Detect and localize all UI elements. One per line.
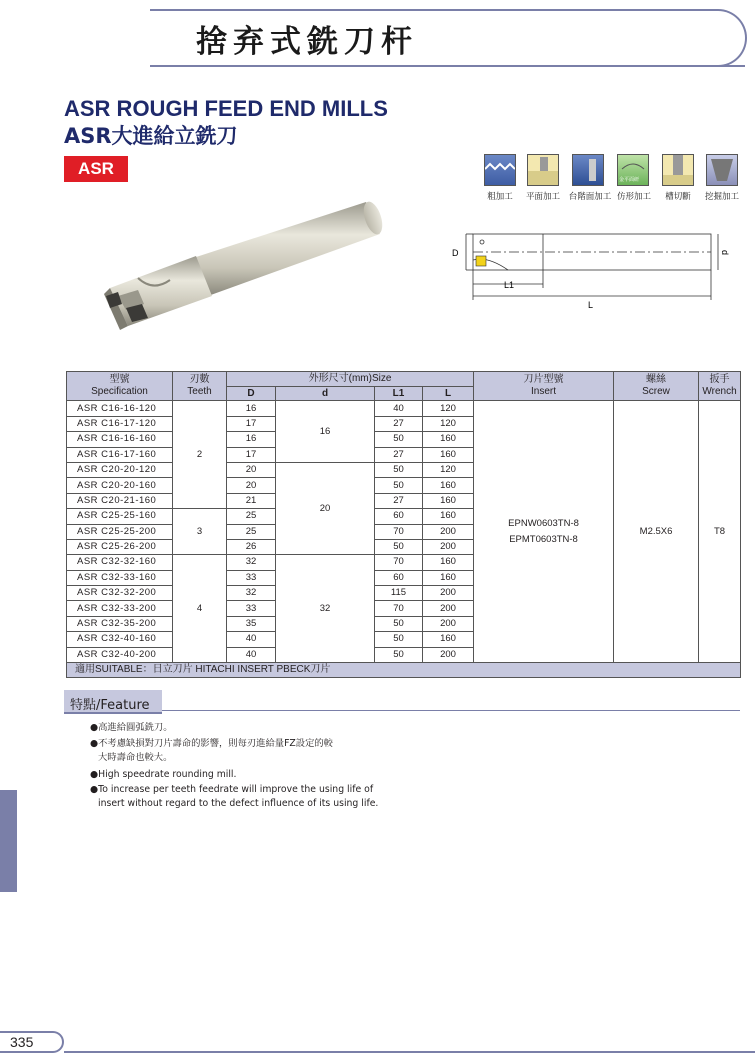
spec-table	[66, 371, 741, 678]
table-row: ASR C32-35-200 35 50 200	[67, 616, 741, 631]
app-label-slotting: 槽切斷	[665, 192, 691, 202]
feature-bullet-en-2: ●To increase per teeth feedrate will improve the using life of	[90, 784, 374, 795]
d-group: 32	[276, 555, 375, 663]
header-size: 外形尺寸(mm)Size	[227, 372, 474, 387]
rough-machining-icon	[484, 154, 516, 186]
profile-milling-icon	[617, 154, 649, 186]
suitable-row	[67, 663, 741, 678]
teeth-group: 2	[173, 401, 227, 509]
teeth-group: 4	[173, 555, 227, 663]
d-group: 20	[276, 462, 375, 554]
app-label-rough: 粗加工	[487, 192, 513, 202]
page-number: 335	[10, 1034, 34, 1050]
app-label-face: 平面加工	[525, 192, 560, 202]
bottom-rule	[64, 1051, 755, 1053]
dim-label-d: d	[720, 250, 730, 256]
profile-milling-inner-label: 金平面研	[619, 177, 640, 183]
feature-bullet-zh-2-cont: 大時壽命也較大。	[98, 752, 173, 763]
table-row: ASR C20-20-160 20 50 160	[67, 478, 741, 493]
header-insert: 刀片型號 Insert	[474, 372, 614, 401]
header-spec: 型號 Specification	[67, 372, 173, 401]
insert-cell: EPNW0603TN-8 EPMT0603TN-8	[474, 401, 614, 663]
suitable-note: 適用SUITABLE：日立刀片 HITACHI INSERT PBECK刀片	[67, 663, 741, 678]
feature-bullet-zh-2: ●不考慮缺損對刀片壽命的影響，則每刃進給量FZ設定的較	[90, 738, 333, 749]
header-wrench: 扳手 Wrench	[699, 372, 741, 401]
d-group: 16	[276, 401, 375, 463]
table-row: ASR C16-16-120 2 16 16 40 120 EPNW0603TN-8 EPMT0603TN-8 M2.5X6 T8	[67, 401, 741, 416]
table-row: ASR C20-21-160 21 27 160	[67, 493, 741, 508]
shoulder-milling-icon	[572, 154, 604, 186]
table-row: ASR C32-33-160 33 60 160	[67, 570, 741, 585]
header-screw: 螺絲 Screw	[614, 372, 699, 401]
wrench-cell: T8	[699, 401, 741, 663]
header-teeth: 刃數 Teeth	[173, 372, 227, 401]
table-row: ASR C32-40-160 40 50 160	[67, 632, 741, 647]
app-label-shoulder: 台階面加工	[568, 192, 612, 202]
table-row: ASR C16-17-120 17 27 120	[67, 416, 741, 431]
feature-divider	[162, 710, 740, 711]
page-title: 捨弃式銑刀杆	[196, 24, 418, 60]
table-row: ASR C25-25-160 3 25 60 160	[67, 509, 741, 524]
dimension-drawing	[448, 222, 738, 312]
header-L1: L1	[375, 387, 423, 401]
feature-title: 特點/Feature	[70, 698, 150, 713]
feature-bullet-zh-1: ●高進給圓弧銑刀。	[90, 722, 173, 733]
teeth-group: 3	[173, 509, 227, 555]
table-row: ASR C16-16-160 16 50 160	[67, 432, 741, 447]
product-title-zh: ASR大進給立銑刀	[64, 124, 238, 148]
table-row: ASR C32-32-160 4 32 32 70 160	[67, 555, 741, 570]
feature-bullet-en-1: ●High speedrate rounding mill.	[90, 769, 237, 780]
dim-label-L1: L1	[504, 280, 515, 290]
screw-cell: M2.5X6	[614, 401, 699, 663]
table-row: ASR C32-33-200 33 70 200	[67, 601, 741, 616]
table-row: ASR C25-25-200 25 70 200	[67, 524, 741, 539]
table-row: ASR C32-32-200 32 115 200	[67, 586, 741, 601]
app-label-pocketing: 挖掘加工	[704, 192, 739, 202]
product-title-en: ASR ROUGH FEED END MILLS	[64, 96, 388, 121]
end-mill-photo	[98, 200, 398, 340]
header-L: L	[423, 387, 474, 401]
table-row: ASR C32-40-200 40 50 200	[67, 647, 741, 662]
app-label-profile: 仿形加工	[616, 192, 651, 202]
series-badge: ASR	[64, 156, 128, 182]
table-row: ASR C25-26-200 26 50 200	[67, 539, 741, 554]
side-tab	[0, 790, 17, 892]
pocketing-icon	[706, 154, 738, 186]
slotting-icon	[662, 154, 694, 186]
header-d: d	[276, 387, 375, 401]
feature-bullet-en-2-cont: insert without regard to the defect influence of its using life.	[98, 798, 379, 809]
dim-label-D: D	[452, 248, 459, 258]
table-row: ASR C16-17-160 17 27 160	[67, 447, 741, 462]
table-row: ASR C20-20-120 20 20 50 120	[67, 462, 741, 477]
face-milling-icon	[527, 154, 559, 186]
header-D: D	[227, 387, 276, 401]
dim-label-L: L	[588, 300, 594, 310]
